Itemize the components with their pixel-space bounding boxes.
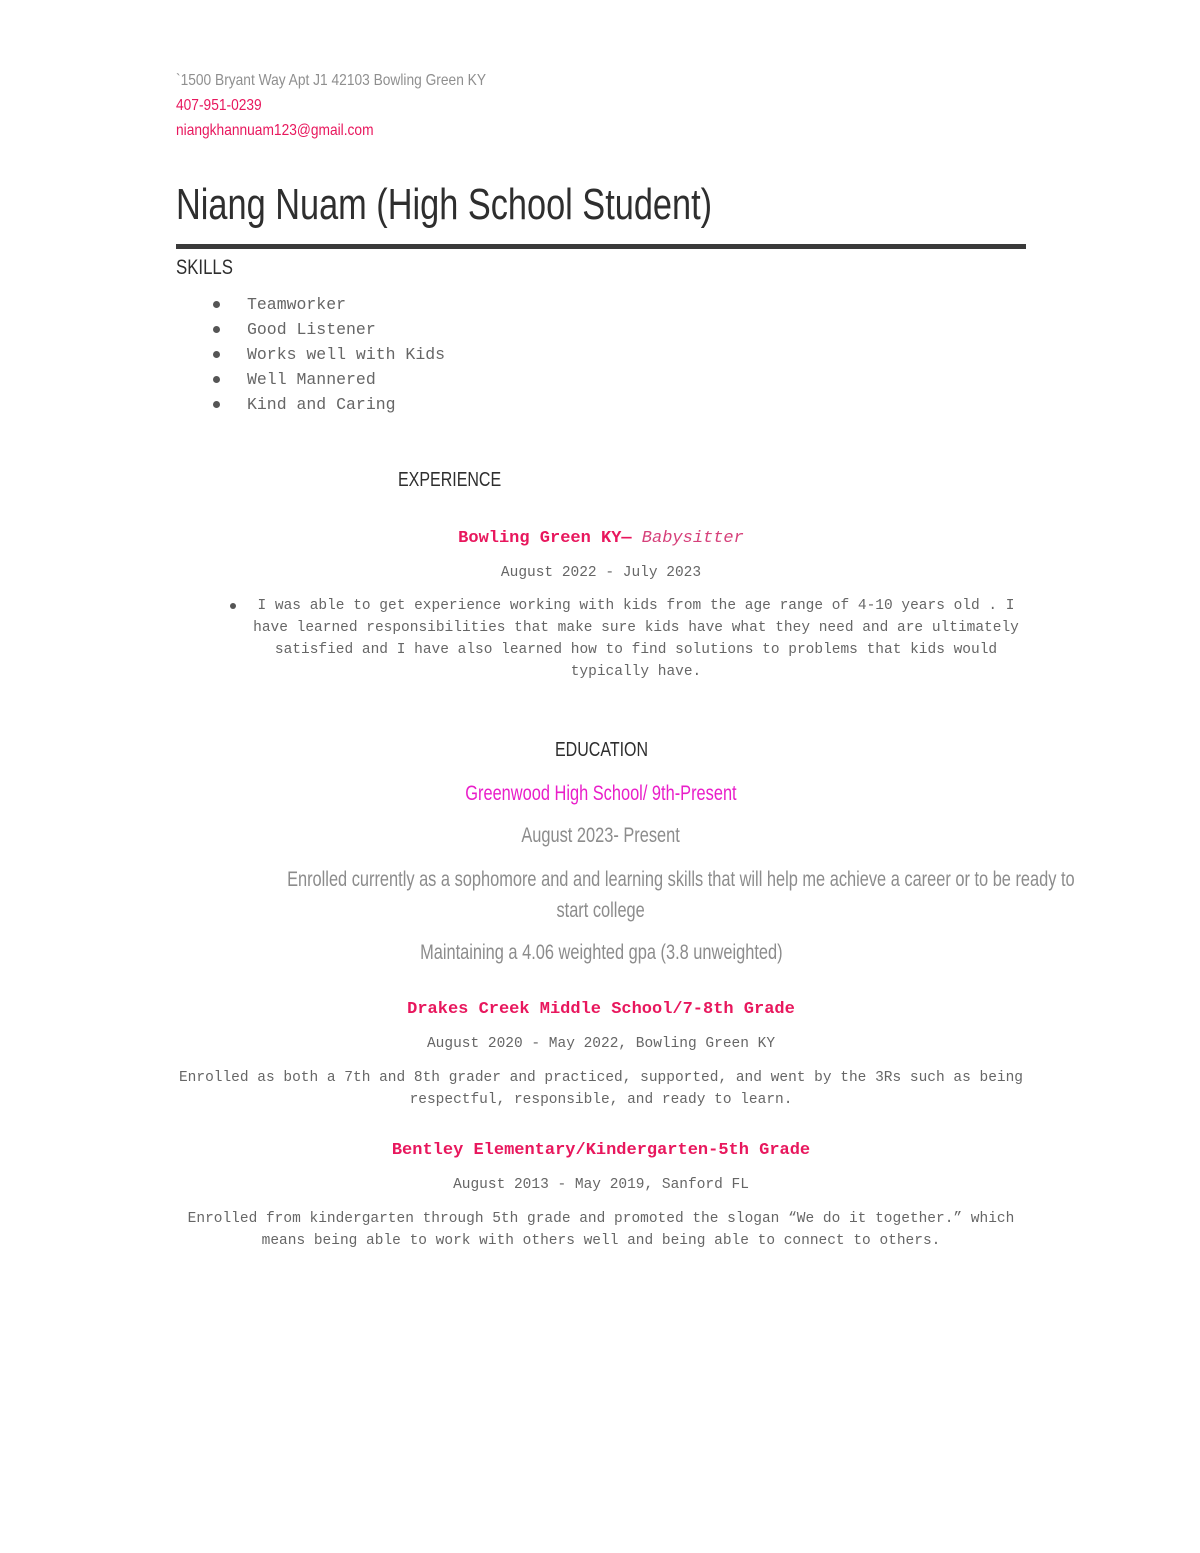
- contact-address: `1500 Bryant Way Apt J1 42103 Bowling Green KY: [176, 72, 487, 89]
- bullet-icon: [230, 603, 236, 609]
- greenwood-dates-row: [176, 821, 1026, 851]
- greenwood-desc-line1-row: [176, 864, 1075, 895]
- skill-item: [210, 392, 445, 417]
- skill-item: [210, 292, 445, 317]
- experience-description-item: [226, 595, 1026, 683]
- bullet-icon: [213, 326, 220, 333]
- skills-heading: SKILLS: [176, 256, 233, 279]
- bentley-title: Bentley Elementary/Kindergarten-5th Grade: [391, 1141, 811, 1160]
- bullet-icon: [213, 351, 220, 358]
- experience-place: Bowling Green KY—: [458, 529, 632, 548]
- skill-label: Kind and Caring: [247, 395, 396, 414]
- skill-label: Well Mannered: [247, 370, 376, 389]
- experience-role: Babysitter: [631, 529, 744, 548]
- greenwood-dates: August 2023- Present: [521, 824, 681, 847]
- drakes-description: Enrolled as both a 7th and 8th grader and practiced, supported, and went by the 3Rs such as being respectful, responsible, and ready to learn.: [178, 1070, 1024, 1108]
- experience-title: [176, 526, 1026, 552]
- skills-list: [210, 292, 445, 417]
- skill-item: [210, 367, 445, 392]
- drakes-title: Drakes Creek Middle School/7-8th Grade: [407, 1000, 795, 1019]
- greenwood-description-line1: Enrolled currently as a sophomore and and learning skills that will help me achieve a career or to be ready to: [287, 868, 1075, 891]
- bullet-icon: [213, 301, 220, 308]
- bentley-description: Enrolled from kindergarten through 5th grade and promoted the slogan “We do it together.” which means being able to work with others well and being able to connect to others.: [187, 1211, 1015, 1249]
- experience-dates: August 2022 - July 2023: [500, 565, 702, 581]
- greenwood-description-line2: start college: [556, 899, 646, 922]
- contact-block: [176, 68, 486, 143]
- bullet-icon: [213, 401, 220, 408]
- skill-item: [210, 342, 445, 367]
- heading-divider: [176, 244, 1026, 249]
- bentley-dates: August 2013 - May 2019, Sanford FL: [453, 1177, 749, 1193]
- skill-label: Teamworker: [247, 295, 347, 314]
- skill-item: [210, 317, 445, 342]
- skill-label: Works well with Kids: [247, 345, 446, 364]
- greenwood-title: Greenwood High School/ 9th-Present: [465, 782, 737, 805]
- greenwood-title-row: [176, 779, 1026, 809]
- candidate-name: Niang Nuam (High School Student): [176, 180, 713, 229]
- greenwood-desc-line2-row: [176, 895, 1026, 926]
- greenwood-gpa: Maintaining a 4.06 weighted gpa (3.8 unweighted): [419, 941, 783, 964]
- experience-heading: EXPERIENCE: [398, 469, 502, 491]
- bullet-icon: [213, 376, 220, 383]
- skill-label: Good Listener: [247, 320, 376, 339]
- contact-email: niangkhannuam123@gmail.com: [176, 122, 374, 139]
- drakes-dates: August 2020 - May 2022, Bowling Green KY: [426, 1036, 776, 1052]
- greenwood-gpa-row: [176, 937, 1026, 968]
- contact-phone: 407-951-0239: [176, 97, 262, 114]
- experience-description: I was able to get experience working with kids from the age range of 4-10 years old . I have learned responsibilities that make sure kids have what they need and are ultimately satisfied and I have also learned how to find solutions to problems that kids would typically have.: [253, 598, 1019, 680]
- education-heading: EDUCATION: [555, 739, 649, 761]
